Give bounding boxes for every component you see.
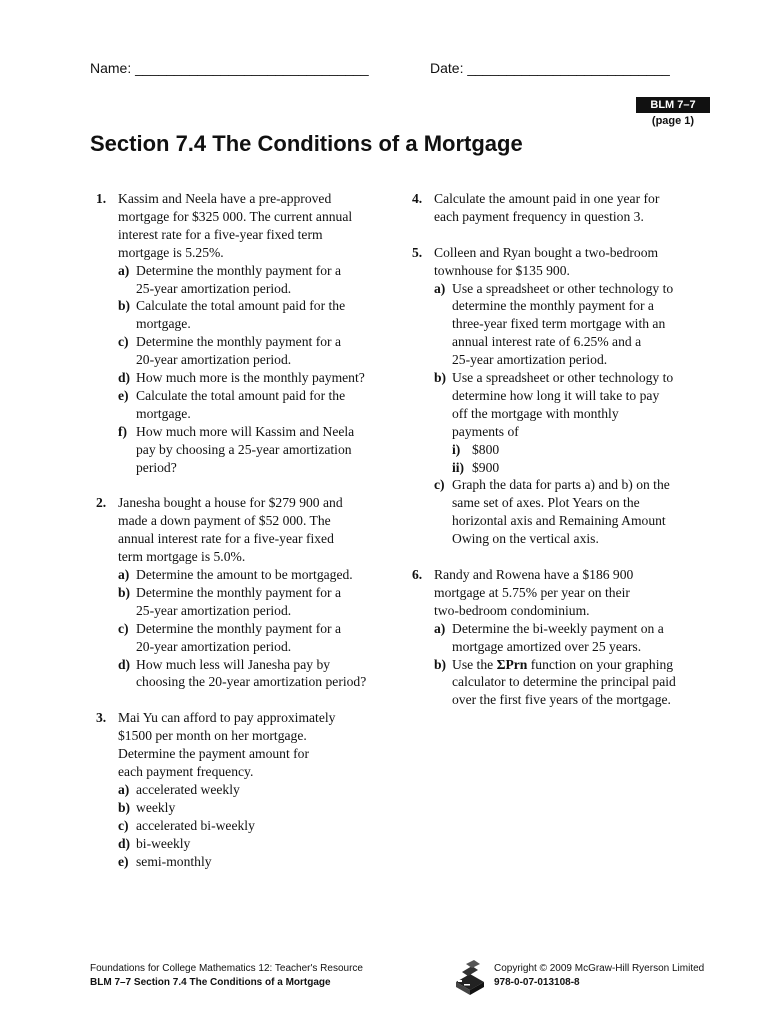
part-c xyxy=(118,333,396,369)
part-b xyxy=(434,656,712,710)
text-line: Calculate the total amount paid for the xyxy=(136,387,346,403)
part-label: e) xyxy=(118,853,129,869)
text-line: off the mortgage with monthly xyxy=(452,405,619,421)
text-line: 20-year amortization period. xyxy=(136,638,292,654)
part-label: b) xyxy=(118,584,131,600)
part-e xyxy=(118,387,396,423)
text-line: determine how long it will take to pay xyxy=(452,387,660,403)
text-line: Determine the amount to be mortgaged. xyxy=(136,567,353,583)
text-line: How much less will Janesha pay by xyxy=(136,656,331,672)
question-2 xyxy=(96,494,396,691)
question-number: 5. xyxy=(412,244,423,260)
part-a xyxy=(118,262,396,298)
part-label: c) xyxy=(118,620,129,636)
question-text xyxy=(434,566,712,620)
text-line: mortgage is 5.25%. xyxy=(118,244,224,260)
text-fragment: function on your graphing xyxy=(530,656,674,672)
text-line: term mortgage is 5.0%. xyxy=(118,549,246,565)
text-line: Determine the monthly payment for a xyxy=(136,620,341,636)
question-text xyxy=(118,494,396,566)
part-label: c) xyxy=(118,334,129,350)
text-line: period? xyxy=(136,459,177,475)
text-line: Determine the bi-weekly payment on a xyxy=(452,620,664,636)
part-label: b) xyxy=(118,799,131,815)
text-line: pay by choosing a 25-year amortization xyxy=(136,441,352,457)
part-label: d) xyxy=(118,370,131,386)
text-line: two-bedroom condominium. xyxy=(434,602,590,618)
part-label: a) xyxy=(118,262,130,278)
text-line: Randy and Rowena have a $186 900 xyxy=(434,567,634,582)
subpart-ii xyxy=(452,459,712,477)
text-line: Determine the payment amount for xyxy=(118,746,310,762)
text-line: bi-weekly xyxy=(136,835,191,851)
part-f xyxy=(118,423,396,477)
page-indicator: (page 1) xyxy=(651,115,695,127)
question-6 xyxy=(412,566,712,709)
text-line: How much more is the monthly payment? xyxy=(136,370,365,386)
part-c xyxy=(118,817,396,835)
text-line: three-year fixed term mortgage with an xyxy=(452,316,666,332)
text-line: Determine the monthly payment for a xyxy=(136,334,341,350)
question-5 xyxy=(412,244,712,548)
subpart-text: $800 xyxy=(472,441,500,457)
part-label: e) xyxy=(118,387,129,403)
part-a xyxy=(118,566,396,584)
text-line xyxy=(452,656,712,674)
text-line: weekly xyxy=(136,799,176,815)
text-line: same set of axes. Plot Years on the xyxy=(452,495,640,511)
part-c xyxy=(434,476,712,548)
text-line: 20-year amortization period. xyxy=(136,352,292,368)
right-column xyxy=(412,190,712,727)
part-b xyxy=(434,369,712,476)
text-line: accelerated weekly xyxy=(136,781,240,797)
subpart-text: $900 xyxy=(472,459,500,475)
part-b xyxy=(118,297,396,333)
part-c xyxy=(118,620,396,656)
part-b xyxy=(118,584,396,620)
text-line: townhouse for $135 900. xyxy=(434,262,570,278)
text-line: payments of xyxy=(452,423,519,439)
text-line: each payment frequency. xyxy=(118,763,254,779)
question-text xyxy=(434,244,712,280)
part-label: f) xyxy=(118,423,128,439)
question-text xyxy=(434,190,712,226)
footer-right xyxy=(494,962,704,990)
question-text xyxy=(118,190,396,262)
text-line: Determine the monthly payment for a xyxy=(136,262,341,278)
subpart-i xyxy=(452,441,712,459)
text-line: mortgage at 5.75% per year on their xyxy=(434,584,630,600)
part-d xyxy=(118,835,396,853)
question-text xyxy=(118,709,396,781)
text-line: Use a spreadsheet or other technology to xyxy=(452,370,674,386)
copyright-text: Copyright © 2009 McGraw-Hill Ryerson Limited xyxy=(494,963,705,974)
part-a xyxy=(434,280,712,370)
text-line: made a down payment of $52 000. The xyxy=(118,513,331,529)
publisher-logo-icon xyxy=(452,960,488,996)
text-line: 25-year amortization period. xyxy=(136,280,292,296)
text-line: each payment frequency in question 3. xyxy=(434,208,644,224)
part-label: c) xyxy=(434,477,445,493)
text-line: annual interest rate for a five-year fixed xyxy=(118,531,334,547)
footer-book-title: Foundations for College Mathematics 12: Teacher's Resource xyxy=(90,963,363,974)
calculator-function: ΣPrn xyxy=(496,656,528,672)
text-line: Use a spreadsheet or other technology to xyxy=(452,280,674,296)
question-number: 3. xyxy=(96,710,107,726)
part-label: a) xyxy=(434,280,446,296)
isbn-text: 978-0-07-013108-8 xyxy=(494,977,580,988)
part-label: a) xyxy=(118,781,130,797)
text-line: Colleen and Ryan bought a two-bedroom xyxy=(434,244,659,260)
text-line: over the first five years of the mortgage. xyxy=(452,692,671,708)
part-e xyxy=(118,853,396,871)
part-label: a) xyxy=(118,567,130,583)
text-line: Owing on the vertical axis. xyxy=(452,531,599,547)
text-line: mortgage for $325 000. The current annual xyxy=(118,208,353,224)
part-a xyxy=(434,620,712,656)
left-column xyxy=(96,190,396,888)
text-line: semi-monthly xyxy=(136,853,212,869)
name-field: Name: ______________________________ xyxy=(90,60,369,76)
text-line: accelerated bi-weekly xyxy=(136,817,255,833)
question-number: 6. xyxy=(412,567,423,582)
subpart-label: i) xyxy=(452,441,461,457)
part-label: b) xyxy=(434,370,447,386)
text-line: Calculate the total amount paid for the xyxy=(136,298,346,314)
text-line: interest rate for a five-year fixed term xyxy=(118,226,323,242)
text-line: mortgage. xyxy=(136,316,191,332)
text-line: horizontal axis and Remaining Amount xyxy=(452,513,666,529)
page-title: Section 7.4 The Conditions of a Mortgage xyxy=(90,131,523,156)
part-label: b) xyxy=(434,656,447,672)
part-label: d) xyxy=(118,656,131,672)
text-line: calculator to determine the principal paid xyxy=(452,674,676,690)
text-line: 25-year amortization period. xyxy=(452,352,608,368)
text-line: Mai Yu can afford to pay approximately xyxy=(118,710,336,726)
text-line: How much more will Kassim and Neela xyxy=(136,423,355,439)
part-d xyxy=(118,369,396,387)
question-3 xyxy=(96,709,396,870)
text-line: mortgage amortized over 25 years. xyxy=(452,638,642,654)
text-line: 25-year amortization period. xyxy=(136,602,292,618)
text-line: mortgage. xyxy=(136,405,191,421)
blm-badge: BLM 7–7 xyxy=(636,97,710,113)
question-number: 2. xyxy=(96,495,107,511)
text-line: Determine the monthly payment for a xyxy=(136,584,341,600)
part-b xyxy=(118,799,396,817)
text-line: Kassim and Neela have a pre-approved xyxy=(118,191,332,206)
footer-left xyxy=(90,962,363,990)
question-1 xyxy=(96,190,396,477)
question-number: 4. xyxy=(412,191,423,206)
text-line: Graph the data for parts a) and b) on the xyxy=(452,477,670,493)
text-line: annual interest rate of 6.25% and a xyxy=(452,334,642,350)
text-line: Janesha bought a house for $279 900 and xyxy=(118,495,343,511)
text-fragment: Use the xyxy=(452,656,494,672)
text-line: choosing the 20-year amortization period? xyxy=(136,674,367,690)
footer-section-title: BLM 7–7 Section 7.4 The Conditions of a Mortgage xyxy=(90,977,331,988)
date-field: Date: __________________________ xyxy=(430,60,670,76)
subpart-label: ii) xyxy=(452,459,465,475)
text-line: Calculate the amount paid in one year for xyxy=(434,191,660,206)
text-line: determine the monthly payment for a xyxy=(452,298,654,314)
question-4 xyxy=(412,190,712,226)
part-label: d) xyxy=(118,835,131,851)
part-label: b) xyxy=(118,298,131,314)
part-a xyxy=(118,781,396,799)
part-label: c) xyxy=(118,817,129,833)
text-line: $1500 per month on her mortgage. xyxy=(118,728,307,744)
part-d xyxy=(118,656,396,692)
question-number: 1. xyxy=(96,191,107,206)
part-label: a) xyxy=(434,620,446,636)
